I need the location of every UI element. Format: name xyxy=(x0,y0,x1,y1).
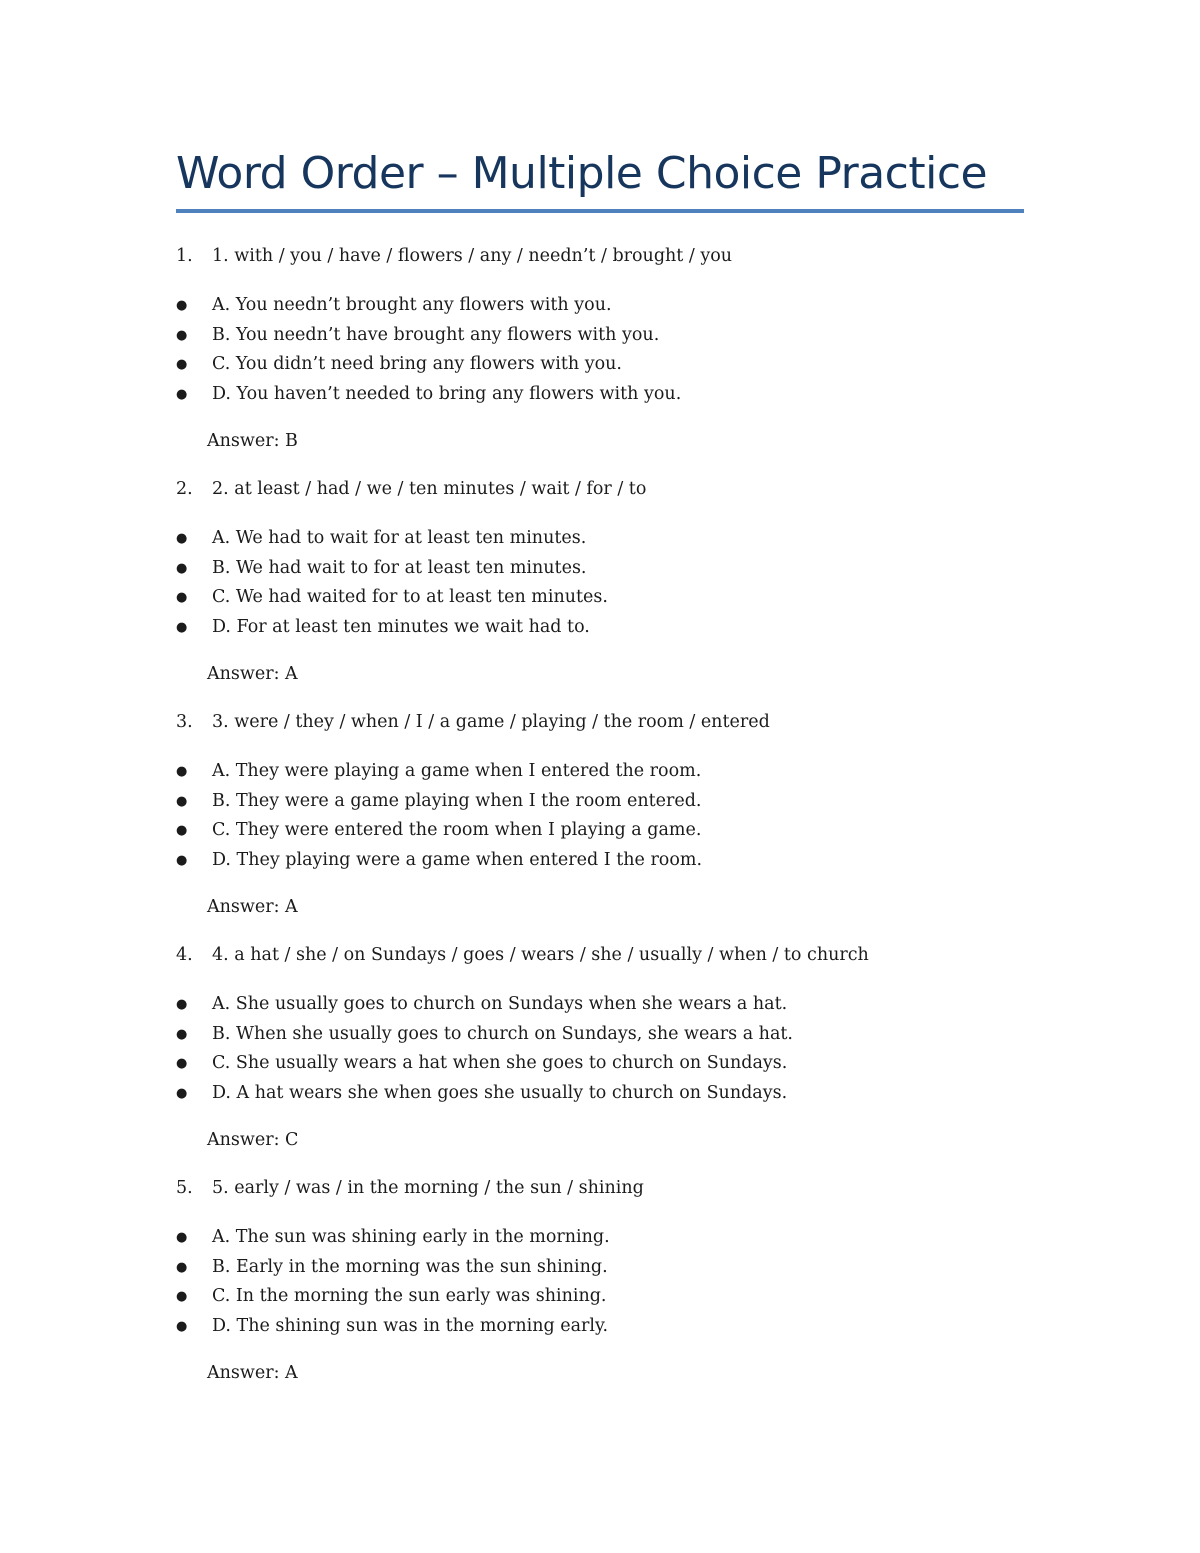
option-list xyxy=(176,990,1026,1108)
bullet-icon: ● xyxy=(176,764,188,779)
bullet-icon: ● xyxy=(176,590,188,605)
option-a xyxy=(176,524,1026,554)
question-number: 4. xyxy=(176,945,193,965)
bullet-icon: ● xyxy=(176,1318,188,1334)
question-text: 5. early / was / in the morning / the sun / shining xyxy=(212,1178,644,1198)
question-number: 3. xyxy=(176,712,193,732)
option-text: C. You didn’t need bring any flowers with you. xyxy=(212,354,622,374)
option-text: D. You haven’t needed to bring any flowers with you. xyxy=(212,383,682,404)
option-d xyxy=(176,380,1026,410)
option-text: C. They were entered the room when I playing a game. xyxy=(212,820,702,840)
question-prompt xyxy=(176,242,1026,270)
option-list xyxy=(176,291,1026,409)
bullet-icon: ● xyxy=(176,357,188,372)
option-text: B. We had wait to for at least ten minutes. xyxy=(212,557,587,578)
option-list xyxy=(176,1223,1026,1341)
option-b xyxy=(176,787,1026,817)
answer-line: Answer: A xyxy=(207,664,298,684)
bullet-icon: ● xyxy=(176,852,188,868)
question-number: 2. xyxy=(176,479,193,499)
option-d xyxy=(176,846,1026,876)
option-text: D. They playing were a game when entered I the room. xyxy=(212,849,703,870)
answer-line: Answer: A xyxy=(207,1363,298,1383)
option-a xyxy=(176,757,1026,787)
option-text: B. Early in the morning was the sun shining. xyxy=(212,1256,608,1277)
question-text: 3. were / they / when / I / a game / playing / the room / entered xyxy=(212,712,770,732)
option-text: B. When she usually goes to church on Sundays, she wears a hat. xyxy=(212,1023,793,1044)
option-c xyxy=(176,816,1026,846)
option-text: D. For at least ten minutes we wait had to. xyxy=(212,616,590,637)
option-c xyxy=(176,583,1026,613)
option-b xyxy=(176,1020,1026,1050)
question-number: 1. xyxy=(176,246,193,266)
option-text: B. They were a game playing when I the room entered. xyxy=(212,790,702,811)
option-b xyxy=(176,554,1026,584)
page-title: Word Order – Multiple Choice Practice xyxy=(176,148,988,199)
option-a xyxy=(176,990,1026,1020)
option-c xyxy=(176,350,1026,380)
option-text: A. The sun was shining early in the morning. xyxy=(212,1227,610,1247)
question-prompt xyxy=(176,708,1026,736)
question-text: 2. at least / had / we / ten minutes / wait / for / to xyxy=(212,479,647,499)
bullet-icon: ● xyxy=(176,1230,188,1245)
question-prompt xyxy=(176,475,1026,503)
question-prompt xyxy=(176,1174,1026,1202)
bullet-icon: ● xyxy=(176,997,188,1012)
question-text: 4. a hat / she / on Sundays / goes / wears / she / usually / when / to church xyxy=(212,945,869,965)
bullet-icon: ● xyxy=(176,619,188,635)
option-text: A. She usually goes to church on Sundays when she wears a hat. xyxy=(212,994,788,1014)
answer-line: Answer: A xyxy=(207,897,298,917)
answer-line: Answer: C xyxy=(207,1130,299,1150)
bullet-icon: ● xyxy=(176,823,188,838)
option-text: A. They were playing a game when I entered the room. xyxy=(212,761,702,781)
option-a xyxy=(176,291,1026,321)
option-b xyxy=(176,1253,1026,1283)
bullet-icon: ● xyxy=(176,1085,188,1101)
option-list xyxy=(176,524,1026,642)
option-b xyxy=(176,321,1026,351)
option-d xyxy=(176,613,1026,643)
question-1 xyxy=(176,242,1026,455)
option-c xyxy=(176,1282,1026,1312)
option-text: B. You needn’t have brought any flowers with you. xyxy=(212,324,660,345)
bullet-icon: ● xyxy=(176,298,188,313)
bullet-icon: ● xyxy=(176,1026,188,1042)
title-underline xyxy=(176,209,1024,213)
bullet-icon: ● xyxy=(176,327,188,343)
option-text: C. In the morning the sun early was shining. xyxy=(212,1286,607,1306)
option-d xyxy=(176,1079,1026,1109)
option-text: D. A hat wears she when goes she usually to church on Sundays. xyxy=(212,1082,788,1103)
bullet-icon: ● xyxy=(176,1259,188,1275)
bullet-icon: ● xyxy=(176,386,188,402)
bullet-icon: ● xyxy=(176,793,188,809)
question-2 xyxy=(176,475,1026,688)
option-d xyxy=(176,1312,1026,1342)
option-text: A. You needn’t brought any flowers with you. xyxy=(212,295,612,315)
bullet-icon: ● xyxy=(176,560,188,576)
option-text: C. We had waited for to at least ten minutes. xyxy=(212,587,608,607)
bullet-icon: ● xyxy=(176,1056,188,1071)
option-list xyxy=(176,757,1026,875)
bullet-icon: ● xyxy=(176,531,188,546)
question-number: 5. xyxy=(176,1178,193,1198)
option-text: A. We had to wait for at least ten minutes. xyxy=(212,528,587,548)
question-4 xyxy=(176,941,1026,1154)
bullet-icon: ● xyxy=(176,1289,188,1304)
option-a xyxy=(176,1223,1026,1253)
question-5 xyxy=(176,1174,1026,1387)
option-c xyxy=(176,1049,1026,1079)
question-3 xyxy=(176,708,1026,921)
question-prompt xyxy=(176,941,1026,969)
question-text: 1. with / you / have / flowers / any / needn’t / brought / you xyxy=(212,246,733,266)
option-text: D. The shining sun was in the morning early. xyxy=(212,1315,609,1336)
option-text: C. She usually wears a hat when she goes to church on Sundays. xyxy=(212,1053,788,1073)
answer-line: Answer: B xyxy=(207,431,298,451)
